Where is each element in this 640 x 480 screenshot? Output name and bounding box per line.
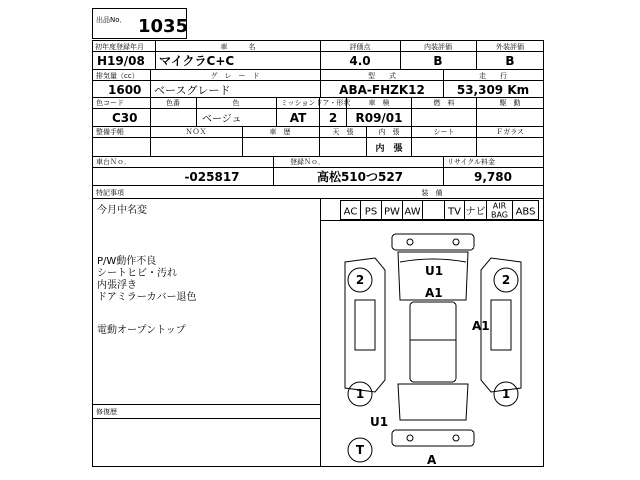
hdr-model: 型 式 <box>368 72 396 80</box>
equipment-label: TV <box>448 206 461 218</box>
hdr-displacement: 排気量（cc） <box>96 72 139 80</box>
mark-a1-top: A1 <box>425 286 443 300</box>
hdr-first-reg: 初年度登録年月 <box>95 43 144 51</box>
equipment-cell <box>423 201 445 220</box>
hdr-exterior: 外装評価 <box>496 43 524 51</box>
equipment-labels <box>344 202 536 220</box>
hdr-recycle: リサイクル料金 <box>447 158 496 166</box>
hdr-equipment: 装 備 <box>421 189 443 197</box>
hdr-maintenance: 整備手帳 <box>96 128 124 136</box>
hdr-repair: 修復歴 <box>96 408 117 416</box>
val-plate: 高松510つ527 <box>316 170 404 184</box>
val-interior-roof: 内 張 <box>375 144 403 154</box>
hdr-glass: Ｆガラス <box>496 128 524 136</box>
note-item: P/W動作不良 <box>97 256 157 267</box>
mark-a1-side: A1 <box>472 319 490 333</box>
val-grade: ベースグレード <box>154 84 231 97</box>
val-exterior: B <box>505 54 515 68</box>
circle-mark-t: T <box>355 443 365 457</box>
hdr-sunroof: 天 張 <box>332 128 354 136</box>
val-transmission: AT <box>289 111 307 125</box>
hdr-fuel: 燃 料 <box>433 99 455 107</box>
note-item: 電動オープントップ <box>97 325 186 336</box>
lot-number: 1035 <box>138 16 189 37</box>
note-item: シートヒビ・汚れ <box>97 268 177 279</box>
note-item: ドアミラーカバー退色 <box>97 292 197 303</box>
equipment-label: AW <box>404 206 421 218</box>
hdr-plate: 登録Ｎｏ． <box>290 158 325 166</box>
hdr-color-code: 色コード <box>96 99 124 107</box>
equipment-label: ABS <box>515 206 536 218</box>
circle-mark-tr: 2 <box>501 273 511 287</box>
val-score: 4.0 <box>349 54 371 68</box>
note-item: 今月中名変 <box>97 205 147 216</box>
val-inspection: R09/01 <box>355 111 403 125</box>
hdr-notes: 特記事項 <box>96 189 124 197</box>
hdr-nox: ＮＯＸ <box>185 128 207 136</box>
hdr-score: 評価点 <box>349 43 371 51</box>
note-item: 内張浮き <box>97 280 137 291</box>
equipment-label: AC <box>343 206 358 218</box>
val-color: ベージュ <box>202 114 242 125</box>
circle-mark-br: 1 <box>501 387 511 401</box>
val-recycle: 9,780 <box>474 170 512 184</box>
hdr-drive: 駆 動 <box>499 99 521 107</box>
lot-label: 出品No． <box>96 16 127 24</box>
notes-list <box>97 203 197 336</box>
equipment-label: ナビ <box>465 206 486 218</box>
hdr-interior-roof: 内 張 <box>378 128 400 136</box>
mark-u1-top: U1 <box>425 264 444 278</box>
hdr-doors: ドア・形状 <box>315 99 351 107</box>
val-car-name: マイクラC+C <box>159 54 235 68</box>
val-interior: B <box>433 54 443 68</box>
hdr-color-no: 色番 <box>166 99 180 107</box>
hdr-interior: 内装評価 <box>424 43 452 51</box>
val-model: ABA-FHZK12 <box>339 83 425 97</box>
hdr-grade: グ レ ー ド <box>210 72 260 80</box>
hdr-seat: シート <box>433 128 455 136</box>
circle-mark-tl: 2 <box>355 273 365 287</box>
val-color-code: C30 <box>112 111 138 125</box>
equipment-label: BAG <box>490 210 509 220</box>
hdr-mileage: 走 行 <box>479 72 507 80</box>
equipment-label: AIR <box>492 201 507 211</box>
val-doors: 2 <box>328 111 338 125</box>
circle-mark-bl: 1 <box>355 387 365 401</box>
hdr-chassis: 車台Ｎｏ． <box>96 158 131 166</box>
equipment-label: PW <box>384 206 400 218</box>
val-mileage: 53,309 Km <box>456 83 530 97</box>
val-chassis: -025817 <box>184 170 240 184</box>
hdr-car-name: 車 名 <box>220 43 256 51</box>
equipment-label: PS <box>364 206 378 218</box>
val-displacement: 1600 <box>108 83 142 97</box>
hdr-transmission: ミッション <box>280 99 316 107</box>
mark-a-bottom: A <box>427 453 437 467</box>
hdr-inspection: 車 検 <box>368 99 390 107</box>
hdr-history: 車 歴 <box>269 128 291 136</box>
mark-u1-bottom: U1 <box>370 415 389 429</box>
val-first-reg: H19/08 <box>97 54 145 68</box>
hdr-color: 色 <box>232 99 240 107</box>
